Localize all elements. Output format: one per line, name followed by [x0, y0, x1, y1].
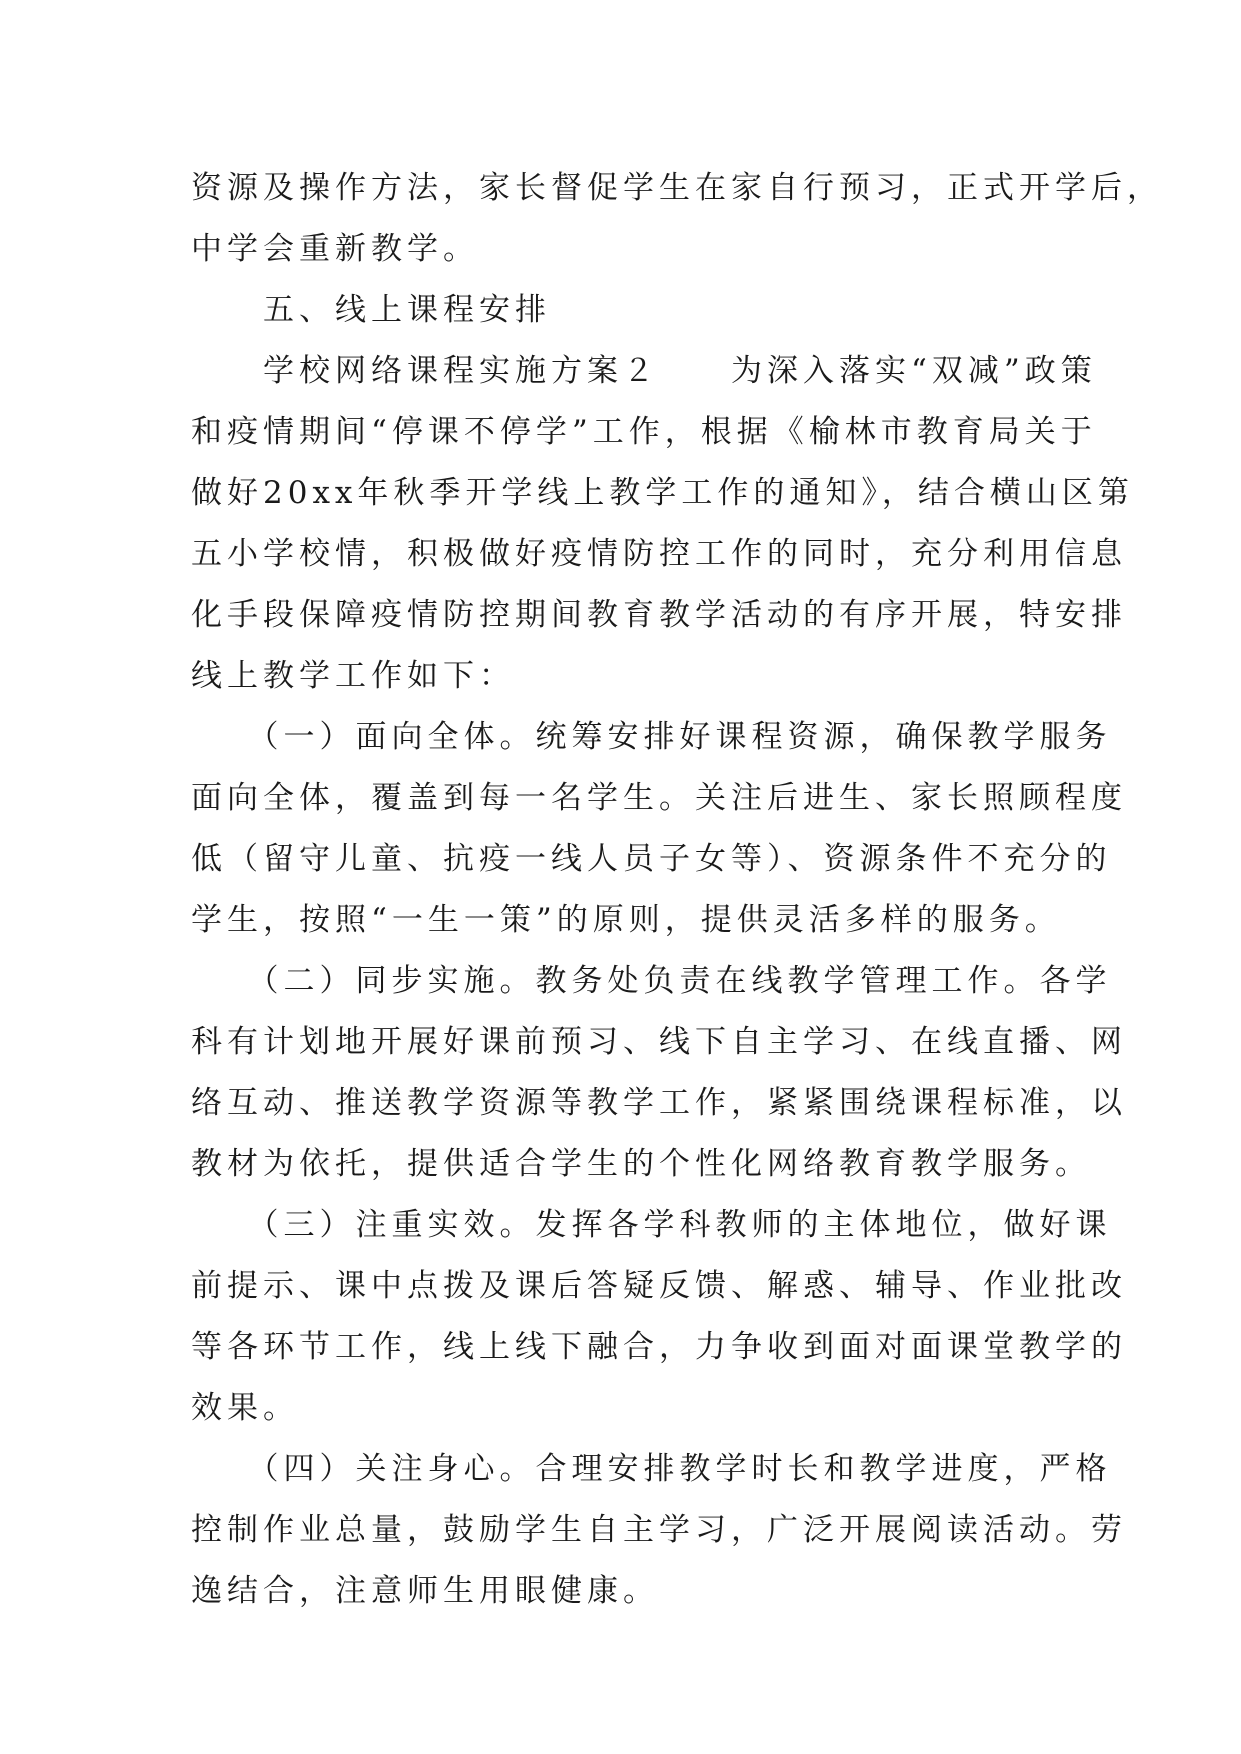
text-line: 等各环节工作，线上线下融合，力争收到面对面课堂教学的 [191, 1329, 1127, 1365]
text-line: 逸结合，注意师生用眼健康。 [191, 1573, 659, 1609]
text-line: 和疫情期间“停课不停学”工作，根据《榆林市教育局关于 [191, 414, 1097, 450]
text-line: 学校网络课程实施方案２ 为深入落实“双减”政策 [191, 353, 1097, 389]
section-heading: 五、线上课程安排 [191, 292, 551, 328]
text-line: （二）同步实施。教务处负责在线教学管理工作。各学 [191, 963, 1112, 999]
text-line: 前提示、课中点拨及课后答疑反馈、解惑、辅导、作业批改 [191, 1268, 1127, 1304]
document-body [191, 158, 1163, 1622]
text-line: 线上教学工作如下： [191, 658, 515, 694]
text-line: 资源及操作方法，家长督促学生在家自行预习，正式开学后， [191, 170, 1163, 206]
text-line: 中学会重新教学。 [191, 231, 479, 267]
text-line: 面向全体，覆盖到每一名学生。关注后进生、家长照顾程度 [191, 780, 1127, 816]
text-line: 科有计划地开展好课前预习、线下自主学习、在线直播、网 [191, 1024, 1127, 1060]
text-line: 做好20xx年秋季开学线上教学工作的通知》，结合横山区第 [191, 475, 1134, 511]
text-line: 效果。 [191, 1390, 299, 1426]
text-line: 教材为依托，提供适合学生的个性化网络教育教学服务。 [191, 1146, 1091, 1182]
text-line: 五小学校情，积极做好疫情防控工作的同时，充分利用信息 [191, 536, 1127, 572]
text-line: 控制作业总量，鼓励学生自主学习，广泛开展阅读活动。劳 [191, 1512, 1127, 1548]
text-line: 学生，按照“一生一策”的原则，提供灵活多样的服务。 [191, 902, 1061, 938]
text-line: （一）面向全体。统筹安排好课程资源，确保教学服务 [191, 719, 1112, 755]
text-line: 低（留守儿童、抗疫一线人员子女等）、资源条件不充分的 [191, 841, 1112, 877]
text-line: 络互动、推送教学资源等教学工作，紧紧围绕课程标准，以 [191, 1085, 1127, 1121]
text-line: （四）关注身心。合理安排教学时长和教学进度，严格 [191, 1451, 1112, 1487]
text-line: （三）注重实效。发挥各学科教师的主体地位，做好课 [191, 1207, 1112, 1243]
text-line: 化手段保障疫情防控期间教育教学活动的有序开展，特安排 [191, 597, 1127, 633]
